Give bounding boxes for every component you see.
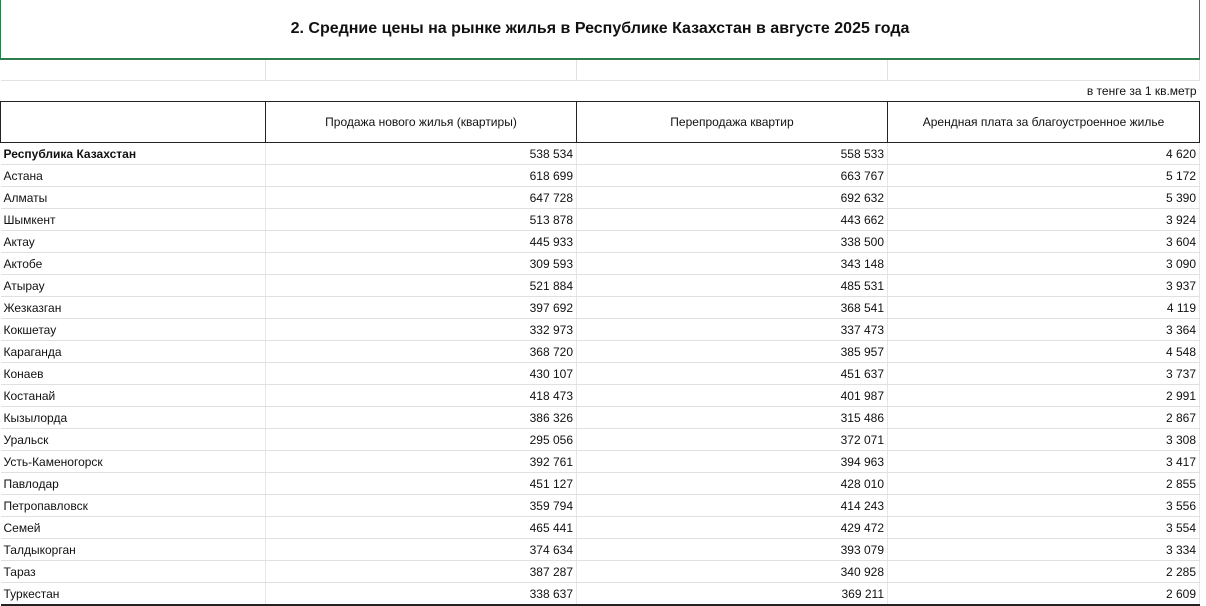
- rent-cell: 3 554: [888, 517, 1200, 539]
- new-housing-cell: 513 878: [266, 209, 577, 231]
- region-cell: Уральск: [1, 429, 266, 451]
- page-title: 2. Средние цены на рынке жилья в Республике Казахстан в августе 2025 года: [290, 20, 910, 37]
- new-housing-cell: 387 287: [266, 561, 577, 583]
- table-row: [1, 165, 1200, 187]
- rent-cell: 2 867: [888, 407, 1200, 429]
- rent-cell: 3 556: [888, 495, 1200, 517]
- new-housing-cell: 430 107: [266, 363, 577, 385]
- region-cell: Кокшетау: [1, 319, 266, 341]
- new-housing-cell: 309 593: [266, 253, 577, 275]
- rent-cell: 3 937: [888, 275, 1200, 297]
- region-cell: Тараз: [1, 561, 266, 583]
- table-row: [1, 473, 1200, 495]
- resale-cell: 338 500: [577, 231, 888, 253]
- region-cell: Атырау: [1, 275, 266, 297]
- table-row: [1, 275, 1200, 297]
- table-row: [1, 517, 1200, 539]
- rent-cell: 3 417: [888, 451, 1200, 473]
- table-row: [1, 341, 1200, 363]
- unit-row: [1, 81, 1200, 102]
- spacer-row: [1, 60, 1200, 81]
- region-cell: Костанай: [1, 385, 266, 407]
- region-cell: Усть-Каменогорск: [1, 451, 266, 473]
- new-housing-cell: 386 326: [266, 407, 577, 429]
- resale-cell: 385 957: [577, 341, 888, 363]
- new-housing-cell: 338 637: [266, 583, 577, 606]
- table-row: [1, 209, 1200, 231]
- resale-cell: 394 963: [577, 451, 888, 473]
- table-row: [1, 429, 1200, 451]
- region-cell: Жезказган: [1, 297, 266, 319]
- resale-cell: 485 531: [577, 275, 888, 297]
- region-cell: Актобе: [1, 253, 266, 275]
- table-row: [1, 143, 1200, 165]
- region-cell: Семей: [1, 517, 266, 539]
- price-table: [0, 60, 1200, 606]
- region-cell: Шымкент: [1, 209, 266, 231]
- resale-cell: 343 148: [577, 253, 888, 275]
- region-cell: Петропавловск: [1, 495, 266, 517]
- rent-cell: 4 548: [888, 341, 1200, 363]
- rent-cell: 2 855: [888, 473, 1200, 495]
- resale-cell: 369 211: [577, 583, 888, 606]
- table-row: [1, 583, 1200, 606]
- region-cell: Талдыкорган: [1, 539, 266, 561]
- resale-cell: 429 472: [577, 517, 888, 539]
- rent-cell: 4 620: [888, 143, 1200, 165]
- header-row: [1, 102, 1200, 143]
- region-cell: Республика Казахстан: [1, 143, 266, 165]
- rent-cell: 2 285: [888, 561, 1200, 583]
- new-housing-cell: 521 884: [266, 275, 577, 297]
- resale-cell: 337 473: [577, 319, 888, 341]
- resale-cell: 368 541: [577, 297, 888, 319]
- header-new-housing: Продажа нового жилья (квартиры): [266, 102, 577, 143]
- resale-cell: 692 632: [577, 187, 888, 209]
- rent-cell: 2 991: [888, 385, 1200, 407]
- region-cell: Павлодар: [1, 473, 266, 495]
- rent-cell: 3 334: [888, 539, 1200, 561]
- resale-cell: 393 079: [577, 539, 888, 561]
- new-housing-cell: 445 933: [266, 231, 577, 253]
- resale-cell: 443 662: [577, 209, 888, 231]
- region-cell: Астана: [1, 165, 266, 187]
- table-row: [1, 231, 1200, 253]
- header-resale: Перепродажа квартир: [577, 102, 888, 143]
- region-cell: Кызылорда: [1, 407, 266, 429]
- table-row: [1, 187, 1200, 209]
- new-housing-cell: 374 634: [266, 539, 577, 561]
- region-cell: Алматы: [1, 187, 266, 209]
- resale-cell: 340 928: [577, 561, 888, 583]
- table-row: [1, 561, 1200, 583]
- region-cell: Конаев: [1, 363, 266, 385]
- header-region: [1, 102, 266, 143]
- resale-cell: 401 987: [577, 385, 888, 407]
- rent-cell: 3 090: [888, 253, 1200, 275]
- table-row: [1, 363, 1200, 385]
- rent-cell: 3 924: [888, 209, 1200, 231]
- resale-cell: 428 010: [577, 473, 888, 495]
- resale-cell: 414 243: [577, 495, 888, 517]
- rent-cell: 3 364: [888, 319, 1200, 341]
- rent-cell: 4 119: [888, 297, 1200, 319]
- region-cell: Актау: [1, 231, 266, 253]
- table-row: [1, 539, 1200, 561]
- rent-cell: 3 308: [888, 429, 1200, 451]
- rent-cell: 3 737: [888, 363, 1200, 385]
- rent-cell: 5 390: [888, 187, 1200, 209]
- new-housing-cell: 368 720: [266, 341, 577, 363]
- new-housing-cell: 647 728: [266, 187, 577, 209]
- new-housing-cell: 295 056: [266, 429, 577, 451]
- table-title-box: [0, 0, 1200, 60]
- new-housing-cell: 359 794: [266, 495, 577, 517]
- resale-cell: 558 533: [577, 143, 888, 165]
- rent-cell: 3 604: [888, 231, 1200, 253]
- region-cell: Туркестан: [1, 583, 266, 606]
- rent-cell: 5 172: [888, 165, 1200, 187]
- new-housing-cell: 451 127: [266, 473, 577, 495]
- table-row: [1, 451, 1200, 473]
- resale-cell: 372 071: [577, 429, 888, 451]
- table-row: [1, 297, 1200, 319]
- resale-cell: 315 486: [577, 407, 888, 429]
- new-housing-cell: 392 761: [266, 451, 577, 473]
- resale-cell: 451 637: [577, 363, 888, 385]
- region-cell: Караганда: [1, 341, 266, 363]
- rent-cell: 2 609: [888, 583, 1200, 606]
- table-row: [1, 319, 1200, 341]
- table-row: [1, 407, 1200, 429]
- header-rent: Арендная плата за благоустроенное жилье: [888, 102, 1200, 143]
- table-row: [1, 495, 1200, 517]
- resale-cell: 663 767: [577, 165, 888, 187]
- new-housing-cell: 332 973: [266, 319, 577, 341]
- new-housing-cell: 538 534: [266, 143, 577, 165]
- new-housing-cell: 465 441: [266, 517, 577, 539]
- new-housing-cell: 397 692: [266, 297, 577, 319]
- new-housing-cell: 418 473: [266, 385, 577, 407]
- unit-label: в тенге за 1 кв.метр: [1, 81, 1200, 102]
- table-row: [1, 385, 1200, 407]
- new-housing-cell: 618 699: [266, 165, 577, 187]
- table-row: [1, 253, 1200, 275]
